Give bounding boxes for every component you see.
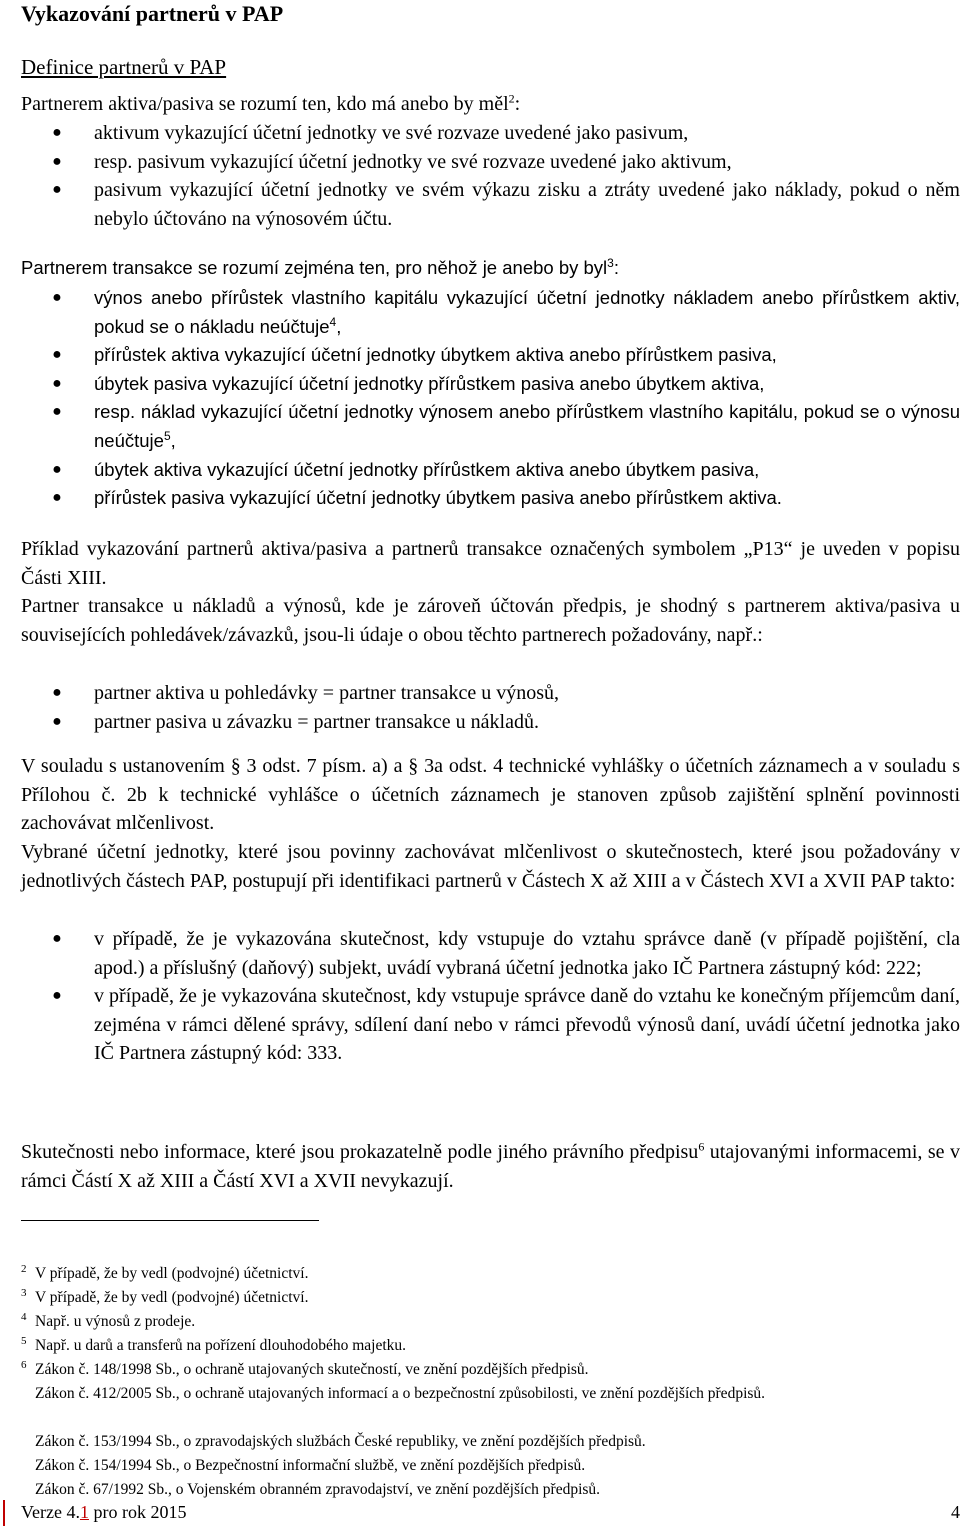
- footnote-ref: 5: [163, 428, 171, 443]
- version-text: Verze 4.: [21, 1502, 80, 1522]
- footnote-ref: 3: [607, 255, 614, 270]
- footnote: [21, 1382, 960, 1406]
- change-bar: [3, 1500, 5, 1526]
- footnote-number: 6: [21, 1359, 27, 1371]
- paragraph-text: Partnerem aktiva/pasiva se rozumí ten, kdo má anebo by měl: [21, 93, 509, 115]
- bullet-icon: ●: [52, 460, 62, 478]
- bullet-icon: ●: [52, 181, 62, 199]
- version-revision: 1: [79, 1502, 89, 1522]
- list-item: [21, 341, 960, 370]
- list-item-text: v případě, že je vykazována skutečnost, kdy vstupuje správce daně do vztahu ke konečným příjemcům daní, zejména v rámci dělené správy, sdílení daní nebo v rámci převodů výnosů daní, uvádí účetní jednotka jako IČ Partnera zástupný kód: 333.: [94, 985, 960, 1065]
- footnote: [21, 1454, 960, 1478]
- version-label: [21, 1502, 186, 1522]
- footnote-text: Zákon č. 67/1992 Sb., o Vojenském obranném zpravodajství, ve znění pozdějších předpisů.: [35, 1481, 601, 1498]
- paragraph-text: utajovanými informacemi, se v rámci Částí X až XIII a Částí XVI a XVII nevykazují.: [21, 1141, 960, 1192]
- footnote-text: V případě, že by vedl (podvojné) účetnictví.: [35, 1289, 309, 1306]
- footnote: [21, 1334, 960, 1358]
- bullet-icon: ●: [52, 124, 62, 141]
- list-item-text: resp. náklad vykazující účetní jednotky výnosem anebo přírůstkem vlastního kapitálu, pokud se o výnosu neúčtuje: [94, 401, 960, 451]
- footnote: [21, 1262, 960, 1286]
- footnote-text: Zákon č. 148/1998 Sb., o ochraně utajovaných skutečností, ve znění pozdějších předpisů.: [35, 1361, 589, 1378]
- paragraph-partner-nakladu: Partner transakce u nákladů a výnosů, kde je zároveň účtován předpis, je shodný s partnerem aktiva/pasiva u souvisejících pohledávek/závazků, jsou-li údaje o obou těchto partnerech požadovány, např.:: [21, 595, 960, 646]
- list-item-text: ,: [336, 315, 342, 337]
- footnote-number: 5: [21, 1335, 27, 1347]
- footnote-text: Zákon č. 153/1994 Sb., o zpravodajských službách České republiky, ve znění pozdějších předpisů.: [35, 1433, 646, 1450]
- list-item: [21, 176, 960, 233]
- bullet-icon: ●: [52, 346, 62, 364]
- bullet-icon: ●: [52, 930, 62, 947]
- footnote-text: Např. u darů a transferů na pořízení dlouhodobého majetku.: [35, 1337, 407, 1354]
- paragraph-text: Skutečnosti nebo informace, které jsou prokazatelně podle jiného právního předpisu: [21, 1141, 699, 1163]
- list-item-text: resp. pasivum vykazující účetní jednotky ve své rozvaze uvedené jako aktivum,: [94, 150, 732, 173]
- bullet-list-zastupne-kody: [21, 925, 960, 1068]
- bullet-list-transakce: [21, 284, 960, 513]
- list-item: [21, 284, 960, 341]
- paragraph-vybrane-jednotky: Vybrané účetní jednotky, které jsou povinny zachovávat mlčenlivost o skutečnostech, které jsou požadovány v jednotlivých částech PAP, postupují při identifikaci partnerů v Částech X až XIII a v Částech XVI a XVII PAP takto:: [21, 841, 960, 892]
- footnote-number: 3: [21, 1287, 27, 1299]
- bullet-icon: ●: [52, 684, 62, 701]
- footnote-text: Např. u výnosů z prodeje.: [35, 1313, 196, 1330]
- footnote-text: Zákon č. 412/2005 Sb., o ochraně utajovaných informací a o bezpečnostní způsobilosti, ve znění pozdějších předpisů.: [35, 1385, 766, 1402]
- list-item-text: partner aktiva u pohledávky = partner transakce u výnosů,: [94, 682, 560, 704]
- footnote: [21, 1310, 960, 1334]
- list-item-text: přírůstek aktiva vykazující účetní jednotky úbytkem aktiva anebo přírůstkem pasiva,: [94, 344, 777, 366]
- page-title: Vykazování partnerů v PAP: [21, 1, 284, 26]
- footnote: [21, 1286, 960, 1310]
- bullet-icon: ●: [52, 374, 62, 392]
- paragraph-utajovane: [21, 1138, 960, 1195]
- list-item: [21, 370, 960, 399]
- bullet-icon: ●: [52, 289, 62, 306]
- list-item: [21, 398, 960, 455]
- paragraph-text: :: [613, 257, 619, 278]
- version-text: pro rok 2015: [88, 1502, 187, 1522]
- bullet-list-aktiva: [21, 119, 960, 233]
- list-item: [21, 708, 960, 737]
- bullet-list-priklady: [21, 679, 960, 736]
- bullet-icon: ●: [52, 987, 62, 1005]
- paragraph-text: Partnerem transakce se rozumí zejména ten, pro něhož je anebo by byl: [21, 257, 608, 278]
- footnote: [21, 1430, 960, 1454]
- list-item-text: v případě, že je vykazována skutečnost, kdy vstupuje do vztahu správce daně (v případě pojištění, cla apod.) a příslušný (daňový) subjekt, uvádí vybraná účetní jednotka jako IČ Partnera zástupný kód: 222;: [94, 928, 960, 979]
- footnote-number: 2: [21, 1263, 27, 1275]
- list-item-text: aktivum vykazující účetní jednotky ve své rozvaze uvedené jako pasivum,: [94, 122, 689, 144]
- paragraph-text: :: [514, 93, 521, 115]
- list-item-text: partner pasiva u závazku = partner transakce u nákladů.: [94, 710, 539, 733]
- paragraph-partner-transakce: [21, 254, 960, 283]
- list-item-text: ,: [170, 429, 176, 451]
- footnote-divider: [21, 1220, 319, 1221]
- footnote-ref: 4: [329, 314, 337, 329]
- paragraph-mlcenlivost: V souladu s ustanovením § 3 odst. 7 písm. a) a § 3a odst. 4 technické vyhlášky o účetních záznamech a v souladu s Přílohou č. 2b k technické vyhlášce o účetních záznamech je stanoven způsob zajištění splnění povinnosti zachovávat mlčenlivost.: [21, 755, 960, 835]
- list-item-text: pasivum vykazující účetní jednotky ve svém výkazu zisku a ztráty uvedené jako náklady, pokud o něm nebylo účtováno na výnosovém účtu.: [94, 179, 960, 230]
- list-item-text: výnos anebo přírůstek vlastního kapitálu vykazující účetní jednotky nákladem anebo přírůstkem aktiv, pokud se o nákladu neúčtuje: [94, 287, 960, 337]
- footnote-ref: 6: [698, 1139, 705, 1154]
- list-item: [21, 484, 960, 513]
- footnote: [21, 1478, 960, 1502]
- footnote: [21, 1358, 960, 1382]
- footnote-number: 4: [21, 1311, 27, 1323]
- paragraph-partner-aktiva: [21, 90, 960, 119]
- footnote-ref: 2: [508, 91, 515, 106]
- list-item: [21, 925, 960, 982]
- list-item-text: úbytek pasiva vykazující účetní jednotky přírůstkem pasiva anebo úbytkem aktiva,: [94, 372, 765, 394]
- list-item: [21, 148, 960, 177]
- list-item: [21, 456, 960, 485]
- list-item-text: přírůstek pasiva vykazující účetní jednotky úbytkem pasiva anebo přírůstkem aktiva.: [94, 487, 782, 509]
- list-item-text: úbytek aktiva vykazující účetní jednotky přírůstkem aktiva anebo úbytkem pasiva,: [94, 458, 760, 480]
- bullet-icon: ●: [52, 489, 62, 507]
- list-item: [21, 679, 960, 708]
- footnote-text: Zákon č. 154/1994 Sb., o Bezpečnostní informační službě, ve znění pozdějších předpisů.: [35, 1457, 586, 1474]
- page-number: 4: [951, 1502, 960, 1522]
- list-item: [21, 119, 960, 148]
- paragraph-priklad: Příklad vykazování partnerů aktiva/pasiva a partnerů transakce označených symbolem „P13“ je uveden v popisu Části XIII.: [21, 538, 960, 589]
- bullet-icon: ●: [52, 712, 62, 730]
- bullet-icon: ●: [52, 403, 62, 421]
- section-heading: Definice partnerů v PAP: [21, 55, 227, 79]
- footnote-text: V případě, že by vedl (podvojné) účetnictví.: [35, 1265, 309, 1282]
- list-item: [21, 982, 960, 1068]
- page-footer: [21, 1500, 960, 1524]
- bullet-icon: ●: [52, 152, 62, 170]
